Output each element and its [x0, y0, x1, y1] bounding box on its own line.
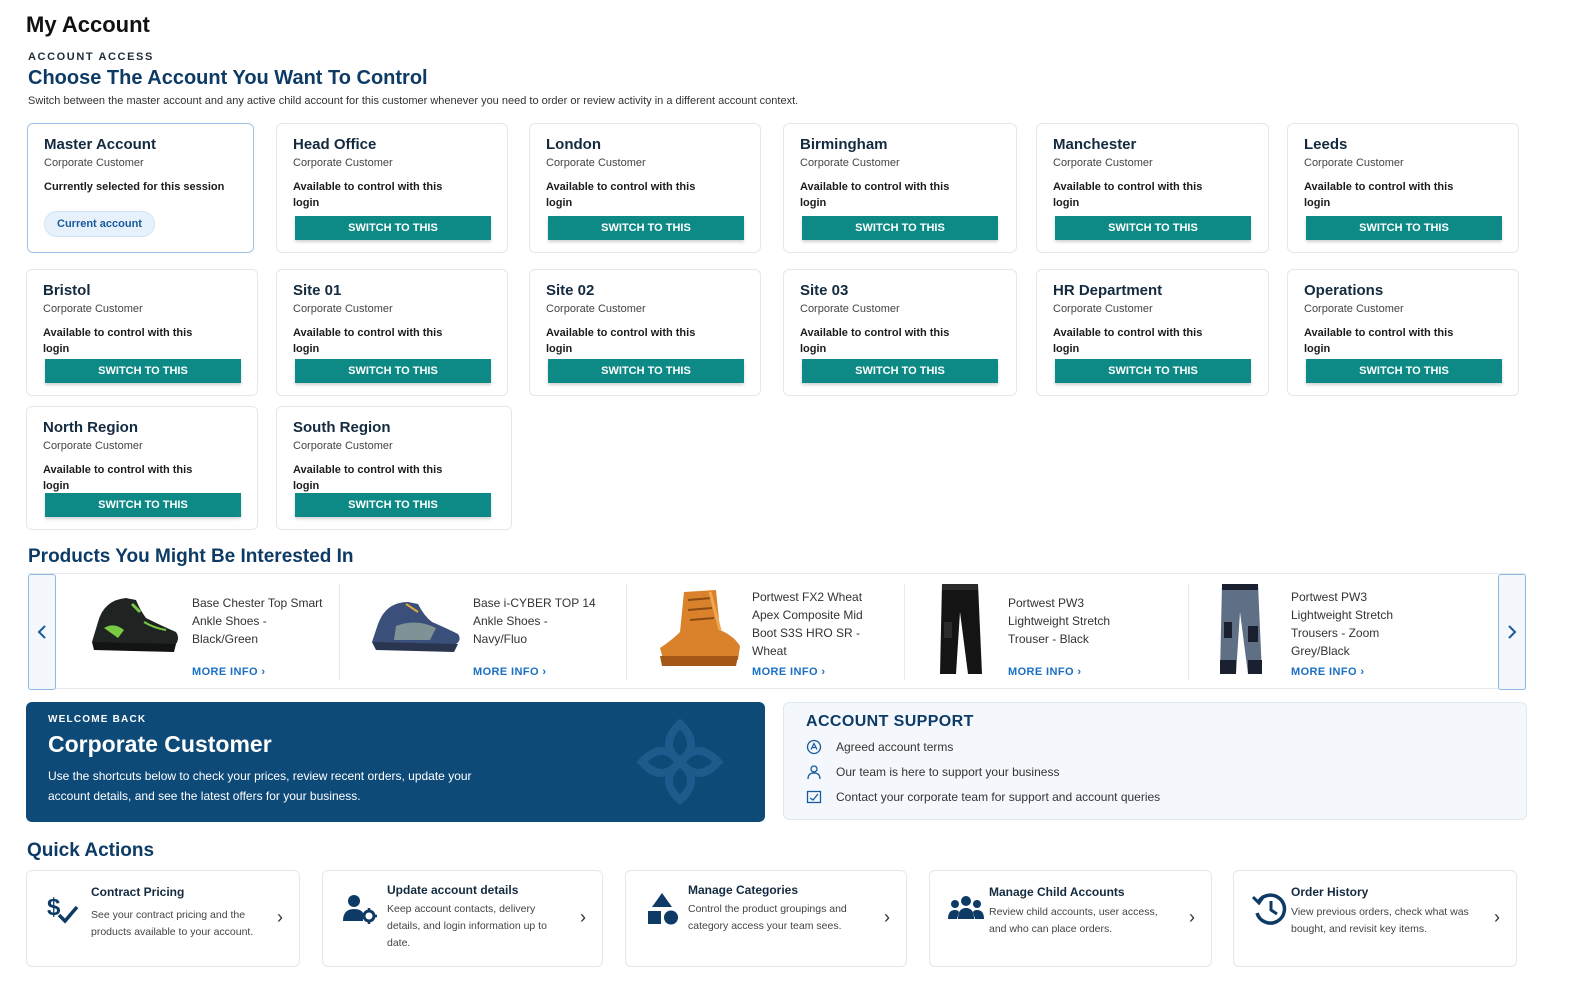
- account-status: Available to control with this login: [293, 181, 443, 209]
- support-item: [806, 763, 1504, 780]
- account-status: Available to control with this login: [293, 327, 443, 355]
- account-card-site-03: [783, 269, 1017, 396]
- chevron-right-icon: [1507, 625, 1517, 639]
- team-icon: [948, 891, 984, 927]
- account-type: Corporate Customer: [293, 440, 393, 452]
- account-card-north-region: [26, 406, 258, 530]
- user-icon: [806, 764, 822, 780]
- account-status: Available to control with this login: [1053, 181, 1203, 209]
- product-divider: [339, 584, 340, 680]
- black-green-shoe-icon: [84, 582, 184, 678]
- account-card-south-region: [276, 406, 512, 530]
- page-title: My Account: [26, 12, 150, 37]
- contract-pricing-icon: [45, 891, 81, 927]
- quick-action-description: See your contract pricing and the products available to your account.: [91, 909, 254, 938]
- support-item-text: Our team is here to support your business: [836, 764, 1060, 779]
- carousel-next-button[interactable]: [1498, 574, 1526, 690]
- account-type: Corporate Customer: [1304, 303, 1404, 315]
- account-card-manchester: [1036, 123, 1269, 253]
- chevron-right-icon: ›: [261, 666, 266, 678]
- switch-button[interactable]: SWITCH TO THIS: [45, 359, 241, 383]
- quick-action-description: Review child accounts, user access, and who can place orders.: [989, 906, 1158, 935]
- account-card-leeds: [1287, 123, 1519, 253]
- chevron-right-icon: ›: [580, 907, 586, 927]
- section-eyebrow: ACCOUNT ACCESS: [28, 51, 154, 63]
- support-item: [806, 788, 1504, 805]
- quick-action-title: Contract Pricing: [91, 885, 185, 899]
- account-name: Head Office: [293, 136, 377, 153]
- contact-icon: [806, 789, 822, 805]
- quick-action-description: View previous orders, check what was bought, and revisit key items.: [1291, 906, 1469, 935]
- account-card-head-office: [276, 123, 508, 253]
- svg-text:$: $: [47, 894, 61, 921]
- account-name: Site 02: [546, 282, 595, 299]
- product-card[interactable]: [366, 580, 646, 684]
- account-type: Corporate Customer: [800, 157, 900, 169]
- switch-button[interactable]: SWITCH TO THIS: [548, 216, 744, 240]
- chevron-right-icon: ›: [821, 666, 826, 678]
- current-account-badge: Current account: [44, 211, 155, 237]
- account-status: Available to control with this login: [1053, 327, 1203, 355]
- quick-action-manage-categories[interactable]: [625, 870, 907, 967]
- account-status: Available to control with this login: [546, 181, 696, 209]
- account-type: Corporate Customer: [1053, 303, 1153, 315]
- account-type: Corporate Customer: [43, 440, 143, 452]
- account-status: Available to control with this login: [1304, 181, 1454, 209]
- switch-button[interactable]: SWITCH TO THIS: [45, 493, 241, 517]
- account-type: Corporate Customer: [800, 303, 900, 315]
- quick-action-contract-pricing[interactable]: [26, 870, 300, 967]
- account-type: Corporate Customer: [293, 157, 393, 169]
- quick-action-title: Update account details: [387, 883, 519, 897]
- quick-action-title: Manage Child Accounts: [989, 885, 1125, 899]
- switch-button[interactable]: SWITCH TO THIS: [548, 359, 744, 383]
- section-subtext: Switch between the master account and any active child account for this customer whenever you need to order or review activity in a different account context.: [28, 95, 799, 107]
- account-name: London: [546, 136, 601, 153]
- quick-action-update-account[interactable]: [322, 870, 603, 967]
- product-divider: [626, 584, 627, 680]
- section-heading: Choose The Account You Want To Control: [28, 67, 428, 89]
- account-type: Corporate Customer: [546, 157, 646, 169]
- quick-action-order-history[interactable]: [1233, 870, 1517, 967]
- switch-button[interactable]: SWITCH TO THIS: [1306, 216, 1502, 240]
- account-status: Available to control with this login: [800, 181, 950, 209]
- account-type: Corporate Customer: [44, 157, 144, 169]
- quick-action-manage-child-accounts[interactable]: [929, 870, 1212, 967]
- account-type: Corporate Customer: [546, 303, 646, 315]
- chevron-right-icon: ›: [1360, 666, 1365, 678]
- more-info-label: MORE INFO: [473, 666, 539, 678]
- account-type: Corporate Customer: [1304, 157, 1404, 169]
- account-card-site-02: [529, 269, 761, 396]
- switch-button[interactable]: SWITCH TO THIS: [295, 216, 491, 240]
- product-card[interactable]: [650, 580, 905, 684]
- product-name: Portwest PW3 Lightweight Stretch Trouser - Black: [1008, 596, 1111, 646]
- welcome-title: Corporate Customer: [48, 731, 272, 757]
- account-support-panel: [783, 702, 1527, 820]
- more-info-link[interactable]: [752, 666, 825, 678]
- product-card[interactable]: [1208, 580, 1488, 684]
- more-info-link[interactable]: [1008, 666, 1081, 678]
- chevron-left-icon: [37, 625, 47, 639]
- account-type: Corporate Customer: [293, 303, 393, 315]
- account-name: South Region: [293, 419, 391, 436]
- more-info-label: MORE INFO: [1291, 666, 1357, 678]
- account-card-operations: [1287, 269, 1519, 396]
- switch-button[interactable]: SWITCH TO THIS: [295, 493, 491, 517]
- switch-button[interactable]: SWITCH TO THIS: [802, 359, 998, 383]
- account-status: Available to control with this login: [800, 327, 950, 355]
- switch-button[interactable]: SWITCH TO THIS: [1055, 359, 1251, 383]
- account-card-hr-department: [1036, 269, 1269, 396]
- user-settings-icon: [341, 891, 377, 927]
- wheat-boot-icon: [650, 582, 750, 678]
- account-card-site-01: [276, 269, 508, 396]
- account-name: Site 03: [800, 282, 849, 299]
- account-name: Leeds: [1304, 136, 1348, 153]
- product-card[interactable]: [928, 580, 1183, 684]
- account-name: Master Account: [44, 136, 156, 153]
- switch-button[interactable]: SWITCH TO THIS: [1306, 359, 1502, 383]
- more-info-label: MORE INFO: [1008, 666, 1074, 678]
- switch-button[interactable]: SWITCH TO THIS: [295, 359, 491, 383]
- account-name: North Region: [43, 419, 138, 436]
- account-card-bristol: [26, 269, 258, 396]
- carousel-prev-button[interactable]: [28, 574, 56, 690]
- more-info-label: MORE INFO: [752, 666, 818, 678]
- history-icon: [1252, 891, 1288, 927]
- switch-button[interactable]: SWITCH TO THIS: [802, 216, 998, 240]
- account-card-master[interactable]: [27, 123, 254, 253]
- terms-icon: [806, 739, 822, 755]
- support-title: ACCOUNT SUPPORT: [806, 713, 974, 730]
- product-name: Portwest FX2 Wheat Apex Composite Mid Boot S3S HRO SR - Wheat: [752, 590, 863, 658]
- account-type: Corporate Customer: [43, 303, 143, 315]
- support-item: [806, 738, 1504, 755]
- navy-shoe-icon: [366, 582, 466, 678]
- more-info-link[interactable]: [192, 666, 265, 678]
- account-name: Operations: [1304, 282, 1384, 299]
- account-status: Available to control with this login: [546, 327, 696, 355]
- product-card[interactable]: [84, 580, 364, 684]
- account-status: Available to control with this login: [43, 327, 193, 355]
- quick-action-title: Manage Categories: [688, 883, 799, 897]
- switch-button[interactable]: SWITCH TO THIS: [1055, 216, 1251, 240]
- product-name: Base Chester Top Smart Ankle Shoes - Black/Green: [192, 596, 323, 646]
- chevron-right-icon: ›: [542, 666, 547, 678]
- account-status: Available to control with this login: [43, 464, 193, 492]
- quick-actions-title: Quick Actions: [27, 840, 155, 861]
- account-status: Currently selected for this session: [44, 181, 225, 193]
- brand-watermark-icon: [632, 714, 728, 810]
- quick-action-description: Keep account contacts, delivery details, and login information up to date.: [387, 903, 547, 949]
- chevron-right-icon: ›: [884, 907, 890, 927]
- chevron-right-icon: ›: [1494, 907, 1500, 927]
- support-item-text: Agreed account terms: [836, 739, 954, 754]
- account-name: Bristol: [43, 282, 91, 299]
- account-card-birmingham: [783, 123, 1017, 253]
- account-status: Available to control with this login: [1304, 327, 1454, 355]
- account-name: Site 01: [293, 282, 342, 299]
- products-title: Products You Might Be Interested In: [28, 546, 354, 567]
- account-name: Birmingham: [800, 136, 888, 153]
- product-name: Portwest PW3 Lightweight Stretch Trousers - Zoom Grey/Black: [1291, 590, 1394, 658]
- account-status: Available to control with this login: [293, 464, 443, 492]
- products-carousel: [28, 573, 1526, 689]
- welcome-description: Use the shortcuts below to check your prices, review recent orders, update your account details, and see the latest offers for your business.: [48, 769, 472, 803]
- chevron-right-icon: ›: [277, 907, 283, 927]
- welcome-eyebrow: WELCOME BACK: [48, 714, 147, 725]
- more-info-link[interactable]: [1291, 666, 1364, 678]
- more-info-link[interactable]: [473, 666, 546, 678]
- chevron-right-icon: ›: [1077, 666, 1082, 678]
- more-info-label: MORE INFO: [192, 666, 258, 678]
- account-name: Manchester: [1053, 136, 1137, 153]
- account-name: HR Department: [1053, 282, 1163, 299]
- product-divider: [904, 584, 905, 680]
- product-divider: [1188, 584, 1189, 680]
- chevron-right-icon: ›: [1189, 907, 1195, 927]
- product-name: Base i-CYBER TOP 14 Ankle Shoes - Navy/Fluo: [473, 596, 596, 646]
- support-item-text: Contact your corporate team for support and account queries: [836, 789, 1161, 804]
- quick-action-description: Control the product groupings and category access your team sees.: [688, 903, 847, 932]
- account-card-london: [529, 123, 761, 253]
- categories-icon: [644, 891, 680, 927]
- welcome-banner: [26, 702, 765, 822]
- account-type: Corporate Customer: [1053, 157, 1153, 169]
- quick-action-title: Order History: [1291, 885, 1369, 899]
